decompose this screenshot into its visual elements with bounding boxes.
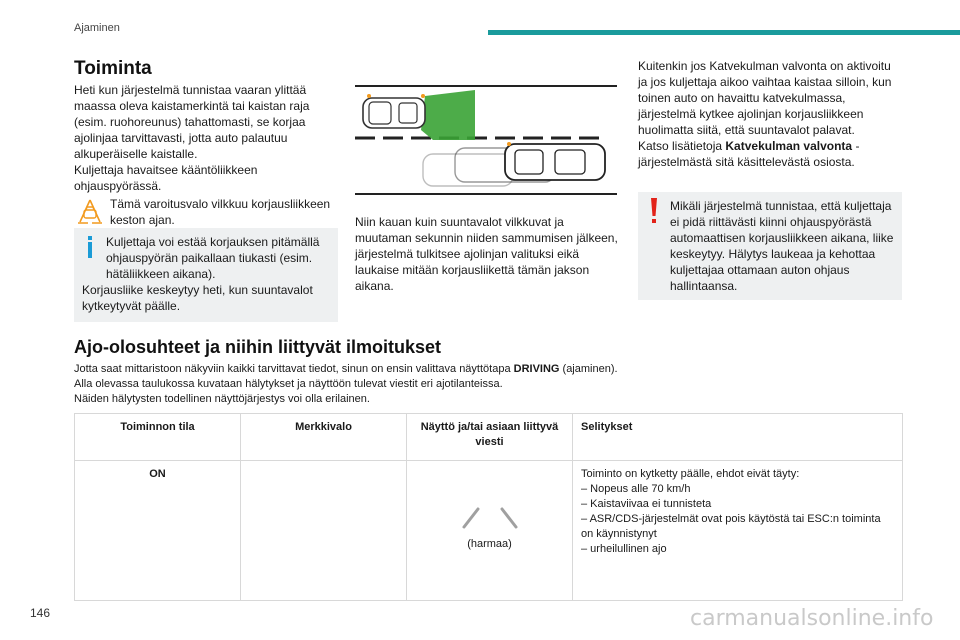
state-cell [75,461,241,601]
lane-keep-illustration [355,84,617,196]
table-header: Näyttö ja/tai asiaan liittyvä viesti [407,414,573,461]
explanation-line: – urheilullinen ajo [581,543,667,555]
explanation-cell [573,461,903,601]
explanation-line: – Kaistaviivaa ei tunnisteta [581,498,712,510]
right-paragraph-a: Kuitenkin jos Katvekulman valvonta on aktivoitu ja jos kuljettaja aikoo vaihtaa kaistaa silloin, kun toinen auto on havaittu katvekulmassa, järjestelmä kytkee ajolinjan korjausliikkeen huolimatta siitä, että suuntavalot palavat. [638,59,892,137]
table-header: Toiminnon tila [75,414,241,461]
intro-line1-suffix: (ajaminen). [559,363,618,375]
right-paragraph-b-prefix: Katso lisätietoja [638,139,726,153]
table-row [75,461,903,601]
watermark: carmanualsonline.info [690,606,934,631]
conditions-table [74,413,903,601]
lamp-cell [241,461,407,601]
intro-line2: Alla olevassa taulukossa kuvataan hälytykset ja näyttöön tulevat viestit eri ajotilanteissa. [74,378,503,390]
alert-note [638,192,902,300]
warning-note-text: Tämä varoitusvalo vilkkuu korjausliikkeen keston ajan. [110,197,331,227]
info-note [74,228,338,322]
info-note-text [82,234,330,314]
toiminta-paragraph2-text: Kuljettaja havaitsee kääntöliikkeen ohjauspyörässä. [74,163,258,193]
info-line-2: Korjausliike keskeytyy heti, kun suuntavalot kytkeytyvät päälle. [82,283,313,313]
conditions-intro [74,362,904,407]
table-header: Merkkivalo [241,414,407,461]
intro-line1-prefix: Jotta saat mittaristoon näkyviin kaikki tarvittavat tiedot, sinun on ensin valittava näyttötapa [74,363,514,375]
driving-mode-label: DRIVING [513,363,560,375]
right-paragraph [638,58,900,170]
header-accent-bar [488,30,960,35]
state-value: ON [149,468,166,480]
blind-spot-link-text: Katvekulman valvonta [725,139,853,153]
page-number: 146 [30,606,51,620]
toiminta-paragraph [74,82,336,194]
intro-line3: Näiden hälytysten todellinen näyttöjärjestys voi olla erilainen. [74,393,370,405]
section-title: Ajaminen [74,22,120,34]
alert-note-text [646,198,896,294]
middle-paragraph: Niin kauan kuin suuntavalot vilkkuvat ja muutaman sekunnin niiden sammumisen jälkeen, järjestelmä tulkitsee ajolinjan valituksi eikä laukaise mitään korjausliikettä tämän jakson aikana. [355,215,618,293]
lane-lines-grey-icon [460,505,520,529]
lane-warning-icon [74,196,106,228]
table-header-row [75,414,903,461]
right-paragraph-b-suffix: -järjestelmästä sitä käsittelevästä osiosta. [638,139,860,169]
display-cell [407,461,573,601]
explanation-line: – Nopeus alle 70 km/h [581,483,691,495]
explanation-line: – ASR/CDS-järjestelmät ovat pois käytöstä tai ESC:n toiminta on käynnistynyt [581,513,881,540]
toiminta-paragraph-text: Heti kun järjestelmä tunnistaa vaaran ylittää maassa oleva kaistamerkintä tai kaistan raja (esim. ruohoreunus) tahattomasti, se korjaa ajolinjaa tarvittavasti, jotta auto palautuu alkuperäiselle kaistalle. [74,83,310,161]
table-header: Selitykset [573,414,903,461]
explanation-line: Toiminto on kytketty päälle, ehdot eivät täyty: [581,468,800,480]
alert-text-content: Mikäli järjestelmä tunnistaa, että kuljettaja ei pidä riittävästi kiinni ohjauspyörästä automaattisen korjausliikkeen aikana, liike keskeytyy. Hälytys laukeaa ja kehottaa kuljettajaa ottamaan auton ohjaus hallintaansa. [670,199,894,293]
info-line-1: Kuljettaja voi estää korjauksen pitämällä ohjauspyörän paikallaan tiukasti (esim. hätäliikkeen aikana). [106,235,320,281]
display-caption: (harmaa) [467,538,512,550]
toiminta-heading: Toiminta [74,58,152,79]
conditions-heading: Ajo-olosuhteet ja niihin liittyvät ilmoitukset [74,337,442,357]
